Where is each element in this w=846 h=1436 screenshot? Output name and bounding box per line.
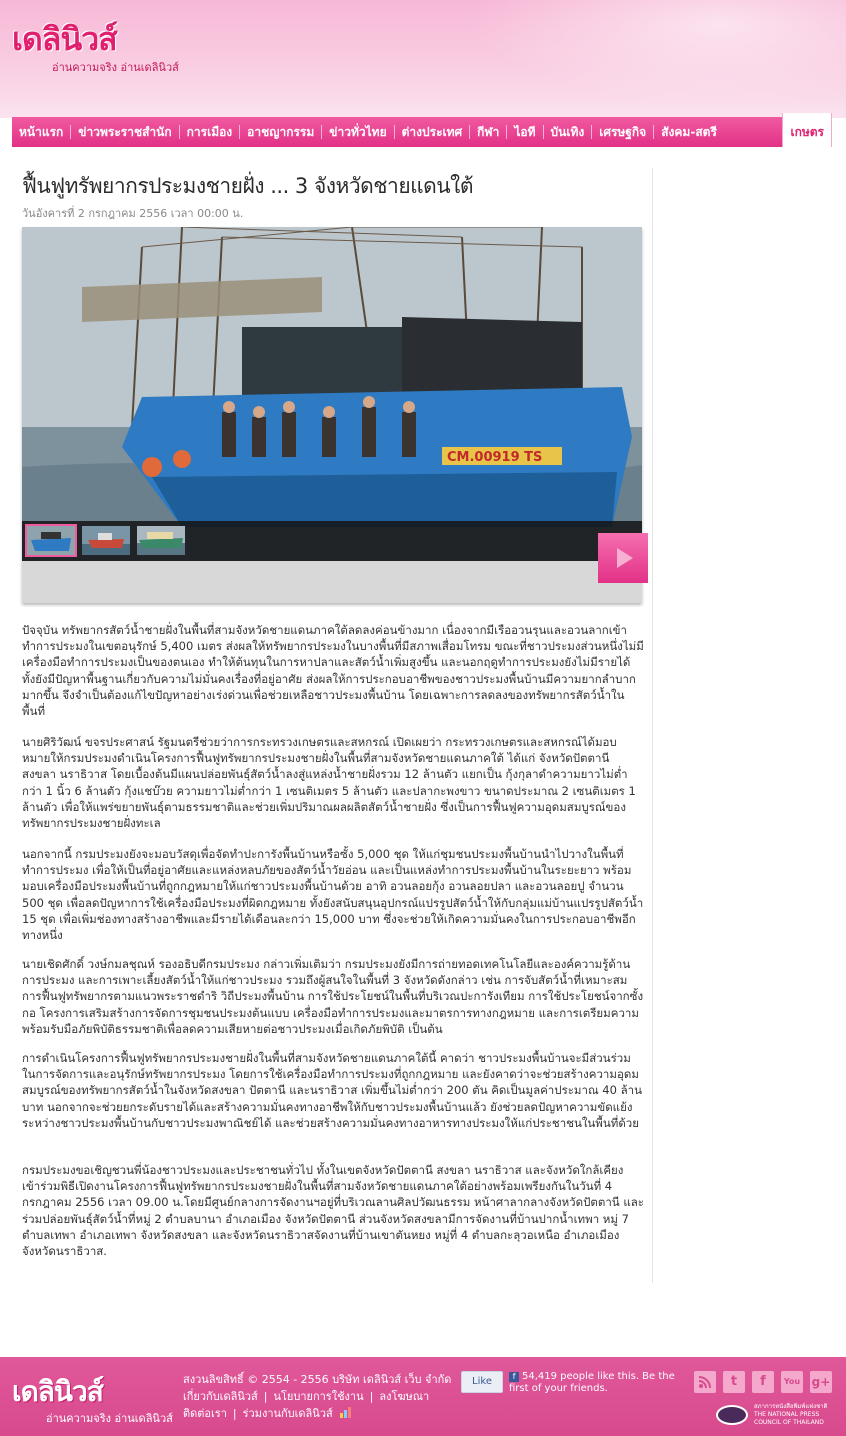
- facebook-like-box: [461, 1371, 679, 1395]
- nav-item-economy[interactable]: เศรษฐกิจ: [599, 125, 647, 139]
- nav-item-agriculture-active[interactable]: เกษตร: [782, 113, 832, 147]
- footer-logo[interactable]: [12, 1375, 173, 1425]
- nav-item-it[interactable]: ไอที: [514, 125, 536, 139]
- nav-item-home[interactable]: หน้าแรก: [19, 125, 64, 139]
- article-paragraph-4: นายเชิดศักดิ์ วงษ์กมลชุณห์ รองอธิบดีกรมประมง กล่าวเพิ่มเติมว่า กรมประมงยังมีการถ่ายทอดเทคโนโลยีและองค์ความรู้ด้านการประมง และการเพาะเลี้ยงสัตว์น้ำให้แก่ชาวประมง รวมถึงผู้สนใจในพื้นที่ 3 จังหวัดดังกล่าว เช่น การจับสัตว์น้ำที่เหมาะสม การฟื้นฟูทรัพยากรตามแนวพระราชดำริ วิถีประมงพื้นบ้าน การใช้ประโยชน์ในพื้นที่บริเวณปะการังเทียม การใช้ประโยชน์จากซั้งกอ โครงการเสริมสร้างการจัดการชุมชนประมงต้นแบบ เครื่องมือทำการประมงและมาตรการทางกฎหมาย และการเตรียมความพร้อมรับมือภัยพิบัติธรรมชาติเพื่อลดความเสียหายต่อชาวประมงเมื่อเกิดภัยพิบัติ เป็นต้น: [22, 957, 644, 1036]
- nav-item-regional[interactable]: ข่าวทั่วไทย: [329, 125, 387, 139]
- facebook-like-count: 54,419 people like this. Be the first of your friends.: [509, 1371, 675, 1394]
- nav-item-royal-news[interactable]: ข่าวพระราชสำนัก: [78, 125, 172, 139]
- footer-logo-wordmark: เดลินิวส์: [12, 1375, 103, 1408]
- bar-chart-icon: [340, 1406, 352, 1423]
- copyright-text: สงวนลิขสิทธิ์ © 2554 - 2556 บริษัท เดลินิวส์ เว็บ จำกัด: [183, 1373, 452, 1386]
- site-logo[interactable]: [12, 22, 182, 72]
- footer-link-contact[interactable]: ติดต่อเรา: [183, 1407, 227, 1420]
- article-paragraph-3: นอกจากนี้ กรมประมงยังจะมอบวัสดุเพื่อจัดทำปะการังพื้นบ้านหรือซั้ง 5,000 ชุด ให้แก่ชุมชนประมงพื้นบ้านนำไปวางในพื้นที่ทำการประมง เพื่อให้เป็นที่อยู่อาศัยและแหล่งหลบภัยของสัตว์น้ำวัยอ่อน และเป็นแหล่งทำการประมงพื้นบ้านในระยะยาว พร้อมมอบเครื่องมือประมงพื้นบ้านที่ถูกกฎหมายให้แก่ชาวประมงพื้นบ้านด้วย อาทิ อวนลอยกุ้ง อวนลอยปลา และอวนลอยปู จำนวน 500 ชุด เพื่อลดปัญหาการใช้เครื่องมือประมงที่ผิดกฎหมาย ทั้งยังสนับสนุนอุปกรณ์แปรรูปสัตว์น้ำให้กับกลุ่มแม่บ้านแปรรูปสัตว์น้ำ 15 ชุด เพื่อเพิ่มช่องทางสร้างอาชีพและมีรายได้เดือนละกว่า 15,000 บาท ซึ่งจะช่วยให้เกิดความมั่นคงในการประกอบอาชีพอีกทางหนึ่ง: [22, 847, 644, 943]
- nav-item-society-women[interactable]: สังคม-สตรี: [661, 125, 717, 139]
- fishing-boat-image: [22, 227, 642, 561]
- article-title: ฟื้นฟูทรัพยากรประมงชายฝั่ง ... 3 จังหวัดชายแดนใต้: [22, 174, 474, 198]
- youtube-icon[interactable]: You: [781, 1371, 803, 1393]
- thumbnail-2[interactable]: [82, 526, 130, 555]
- footer-link-about[interactable]: เกี่ยวกับเดลินิวส์: [183, 1390, 258, 1403]
- article-paragraph-2: นายศิริวัฒน์ ขจรประศาสน์ รัฐมนตรีช่วยว่าการกระทรวงเกษตรและสหกรณ์ เปิดเผยว่า กระทรวงเกษตรและสหกรณ์ได้มอบหมายให้กรมประมงดำเนินโครงการฟื้นฟูทรัพยากรประมงชายฝั่งในพื้นที่สามจังหวัดชายแดนภาคใต้ ได้แก่ จังหวัดปัตตานี สงขลา นราธิวาส โดยเบื้องต้นมีแผนปล่อยพันธุ์สัตว์น้ำลงสู่แหล่งน้ำชายฝั่งรวม 12 ล้านตัว แยกเป็น กุ้งกุลาดำความยาวไม่ต่ำกว่า 1 นิ้ว 6 ล้านตัว กุ้งแชบ๊วย ความยาวไม่ต่ำกว่า 1 เซนติเมตร 5 ล้านตัว และปลากะพงขาว ขนาดประมาณ 2 เซนติเมตร 1 ล้านตัว เพื่อให้แพร่ขยายพันธุ์ตามธรรมชาติและช่วยเพิ่มปริมาณผลผลิตสัตว์น้ำชายฝั่ง ซึ่งเป็นการฟื้นฟูความอุดมสมบูรณ์ของทรัพยากรประมงชายฝั่งทะเล: [22, 735, 636, 831]
- article-paragraph-6: กรมประมงขอเชิญชวนพี่น้องชาวประมงและประชาชนทั่วไป ทั้งในเขตจังหวัดปัตตานี สงขลา นราธิวาส และจังหวัดใกล้เคียง เข้าร่วมพิธีเปิดงานโครงการฟื้นฟูทรัพยากรประมงชายฝั่งในพื้นที่สามจังหวัดชายแดนภาคใต้อย่างพร้อมเพรียงกันในวันที่ 4 กรกฎาคม 2556 เวลา 09.00 น.โดยมีศูนย์กลางการจัดงานฯอยู่ที่บริเวณลานศิลปวัฒนธรรม หน้าศาลากลางจังหวัดปัตตานี และร่วมปล่อยพันธุ์สัตว์น้ำที่หมู่ 2 ตำบลบานา อำเภอเมือง จังหวัดปัตตานี ส่วนจังหวัดสงขลามีการจัดงานที่บ้านปากน้ำเทพา หมู่ 7 ตำบลเทพา อำเภอเทพา จังหวัดสงขลา และจังหวัดนราธิวาสจัดงานที่บ้านเขาตันหยง หมู่ที่ 4 ตำบลกะลุวอเหนือ อำเภอเมือง จังหวัดนราธิวาส.: [22, 1163, 644, 1259]
- footer-link-careers[interactable]: ร่วมงานกับเดลินิวส์: [242, 1407, 333, 1420]
- footer-links: สงวนลิขสิทธิ์ © 2554 - 2556 บริษัท เดลินิวส์ เว็บ จำกัด เกี่ยวกับเดลินิวส์ | นโยบายการใช้งาน | ลงโฆษณา ติดต่อเรา | ร่วมงานกับเดลินิวส์: [183, 1371, 451, 1423]
- article-date: วันอังคารที่ 2 กรกฎาคม 2556 เวลา 00:00 น.: [22, 207, 244, 220]
- logo-tagline: อ่านความจริง อ่านเดลินิวส์: [52, 61, 179, 74]
- thumbnail-1[interactable]: [27, 526, 75, 555]
- sidebar-divider: [652, 168, 653, 1283]
- press-council-logo[interactable]: [716, 1403, 844, 1427]
- main-photo[interactable]: [22, 227, 642, 561]
- site-footer: [0, 1357, 846, 1436]
- thumbnail-strip: [22, 521, 642, 561]
- nav-item-sports[interactable]: กีฬา: [477, 125, 500, 139]
- thumbnail-3[interactable]: [137, 526, 185, 555]
- footer-link-advertise[interactable]: ลงโฆษณา: [379, 1390, 430, 1403]
- logo-wordmark: เดลินิวส์: [12, 20, 117, 58]
- nav-item-politics[interactable]: การเมือง: [186, 125, 233, 139]
- slideshow-play-button[interactable]: [598, 533, 648, 583]
- article-paragraph-1: ปัจจุบัน ทรัพยากรสัตว์น้ำชายฝั่งในพื้นที่สามจังหวัดชายแดนภาคใต้ลดลงค่อนข้างมาก เนื่องจากมีเรืออวนรุนและอวนลากเข้าทำการประมงในเขตอนุรักษ์ 5,400 เมตร ส่งผลให้ทรัพยากรประมงในบางพื้นที่มีสภาพเสื่อมโทรม ขณะที่ชาวประมงส่วนหนึ่งไม่มีเครื่องมือทำการประมงเป็นของตนเอง ทำให้ต้นทุนในการหาปลาและสัตว์น้ำเพิ่มสูงขึ้น และนอกฤดูทำการประมงยังไม่มีรายได้ ทั้งยังมีปัญหาพื้นฐานเกี่ยวกับความไม่มั่นคงเรื่องที่อยู่อาศัย ส่งผลให้การประกอบอาชีพของชาวประมงพื้นบ้านมีความยากลำบากมากขึ้น จึงจำเป็นต้องแก้ไขปัญหาอย่างเร่งด่วนเพื่อช่วยเหลือชาวประมงพื้นบ้าน โดยเฉพาะการลดลงของทรัพยากรสัตว์น้ำในพื้นที่: [22, 623, 644, 719]
- google-plus-icon[interactable]: g+: [810, 1371, 832, 1393]
- footer-logo-tagline: อ่านความจริง อ่านเดลินิวส์: [46, 1412, 173, 1425]
- article-container: [12, 150, 652, 1300]
- facebook-like-button[interactable]: Like: [461, 1371, 503, 1393]
- photo-gallery: [22, 227, 642, 603]
- rss-icon[interactable]: [694, 1371, 716, 1393]
- facebook-small-icon: f: [509, 1372, 519, 1382]
- svg-text:CM.00919 TS: CM.00919 TS: [447, 450, 543, 465]
- facebook-icon[interactable]: f: [752, 1371, 774, 1393]
- press-council-eye-icon: [716, 1405, 748, 1425]
- press-council-name-th: สภาการหนังสือพิมพ์แห่งชาติ: [754, 1403, 828, 1410]
- article-paragraph-5: การดำเนินโครงการฟื้นฟูทรัพยากรประมงชายฝั่งในพื้นที่สามจังหวัดชายแดนภาคใต้นี้ คาดว่า ชาวประมงพื้นบ้านจะมีส่วนร่วมในการจัดการและอนุรักษ์ทรัพยากรประมง โดยการใช้เครื่องมือทำการประมงที่ถูกกฎหมาย และยังคาดว่าจะช่วยสร้างความอุดมสมบูรณ์ของทรัพยากรสัตว์น้ำในจังหวัดสงขลา ปัตตานี และนราธิวาส เพิ่มขึ้นไม่ต่ำกว่า 200 ตัน คิดเป็นมูลค่าประมาณ 40 ล้านบาท นอกจากจะช่วยยกระดับรายได้และสร้างความมั่นคงทางอาชีพให้กับชาวประมงพื้นบ้านแล้ว ยังช่วยลดปัญหาความขัดแย้งระหว่างชาวประมงพื้นบ้านกับชาวประมงพาณิชย์ได้ และช่วยสร้างความมั่นคงทางอาหารทางประมงให้แก่ประชาชนในพื้นที่ด้วย: [22, 1051, 642, 1130]
- twitter-icon[interactable]: t: [723, 1371, 745, 1393]
- nav-item-world[interactable]: ต่างประเทศ: [401, 125, 463, 139]
- footer-link-policy[interactable]: นโยบายการใช้งาน: [273, 1390, 364, 1403]
- press-council-name-en: THE NATIONAL PRESS COUNCIL OF THAILAND: [754, 1411, 824, 1426]
- nav-item-entertainment[interactable]: บันเทิง: [550, 125, 585, 139]
- main-navigation: [12, 117, 832, 147]
- nav-item-crime[interactable]: อาชญากรรม: [247, 125, 315, 139]
